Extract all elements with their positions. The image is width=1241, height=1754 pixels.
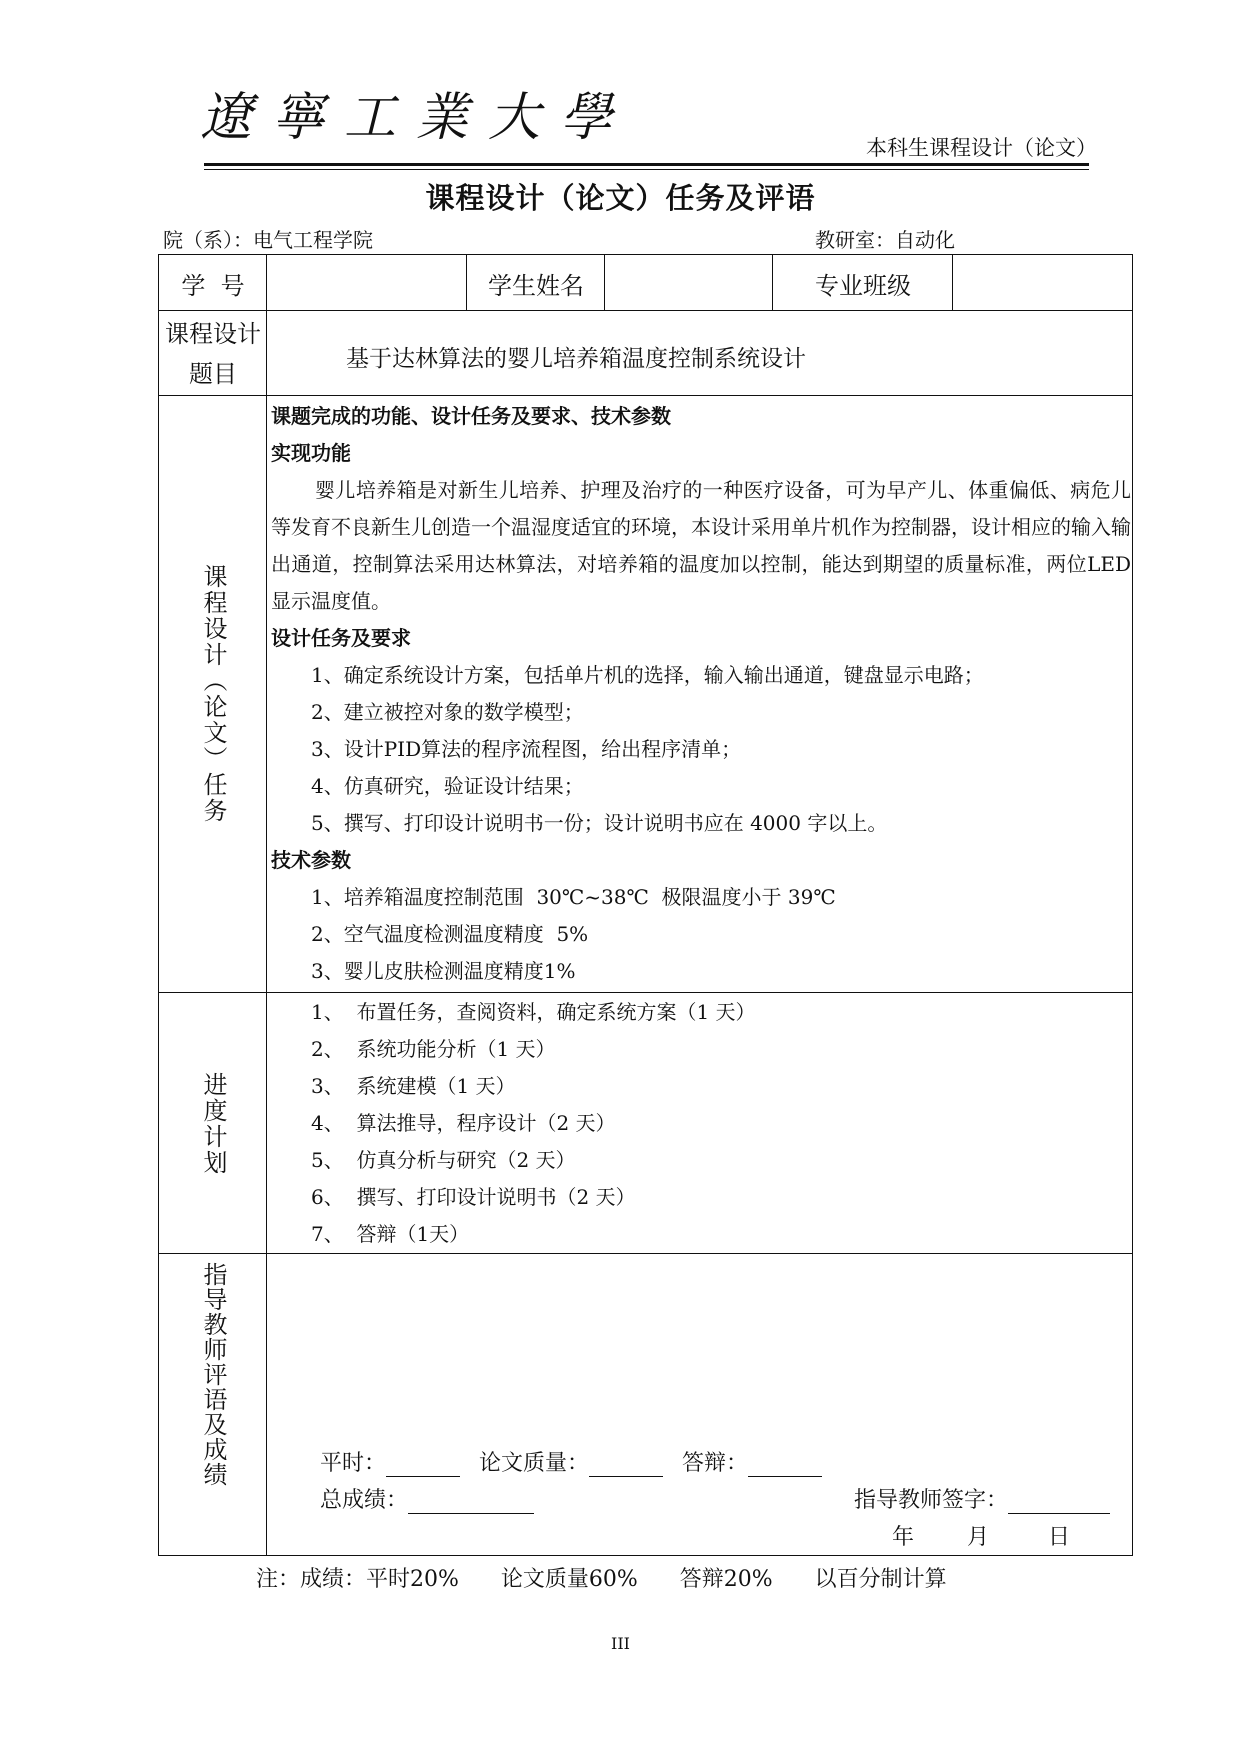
student-id-field[interactable] <box>268 256 466 310</box>
header-rule-thick <box>204 163 1089 166</box>
row-divider <box>158 310 1133 311</box>
date-month: 月 <box>967 1525 990 1550</box>
schedule-list <box>311 994 1111 1253</box>
university-logo: 遼寧工業大學 <box>200 88 633 148</box>
total-label: 总成绩： <box>320 1488 409 1513</box>
topic-label-line1: 课程设计 <box>165 320 261 348</box>
schedule-item: 6、 撰写、打印设计说明书（2 天） <box>311 1185 636 1209</box>
requirement-item: 1、确定系统设计方案，包括单片机的选择，输入输出通道，键盘显示电路； <box>311 663 984 687</box>
row-divider <box>158 1253 1133 1254</box>
schedule-item: 4、 算法推导，程序设计（2 天） <box>311 1111 616 1135</box>
requirement-item: 5、撰写、打印设计说明书一份；设计说明书应在 4000 字以上。 <box>311 811 888 835</box>
requirement-item: 2、建立被控对象的数学模型； <box>311 700 584 724</box>
param-item: 2、空气温度检测温度精度 5% <box>311 922 589 946</box>
date-day: 日 <box>1048 1525 1071 1550</box>
schedule-item: 5、 仿真分析与研究（2 天） <box>311 1148 576 1172</box>
form-title: 课程设计（论文）任务及评语 <box>425 181 816 215</box>
task-side-text: 课程设计（论文）任务 <box>199 564 227 824</box>
schedule-item: 1、 布置任务，查阅资料，确定系统方案（1 天） <box>311 1000 756 1024</box>
functions-text: 婴儿培养箱是对新生儿培养、护理及治疗的一种医疗设备，可为早产儿、体重偏低、病危儿等发育不良新生儿创造一个温湿度适宜的环境，本设计采用单片机作为控制器，设计相应的输入输出通道，控制算法采用达林算法，对培养箱的温度加以控制，能达到期望的质量标准，两位LED 显示温度值。 <box>271 478 1131 613</box>
requirement-item: 3、设计PID算法的程序流程图，给出程序清单； <box>311 737 742 761</box>
total-score-field[interactable] <box>408 1491 534 1514</box>
param-item: 1、培养箱温度控制范围 30℃~38℃ 极限温度小于 39℃ <box>311 885 836 909</box>
defense-score-field[interactable] <box>748 1454 822 1477</box>
signature-field[interactable] <box>1008 1491 1110 1514</box>
student-name-label: 学生姓名 <box>488 271 584 300</box>
column-divider <box>772 254 773 310</box>
class-label: 专业班级 <box>815 271 911 300</box>
defense-label: 答辩： <box>682 1451 749 1476</box>
grades-row <box>320 1446 822 1477</box>
regular-label: 平时： <box>320 1451 387 1476</box>
header-rule-thin <box>204 169 1089 170</box>
topic-value: 基于达林算法的婴儿培养箱温度控制系统设计 <box>346 346 806 372</box>
date-year: 年 <box>892 1525 915 1550</box>
topic-label-line2: 题目 <box>189 360 237 388</box>
department-label: 院（系）：电气工程学院 <box>163 228 373 252</box>
functions-heading: 实现功能 <box>271 441 351 465</box>
column-divider <box>266 254 267 1556</box>
quality-score-field[interactable] <box>589 1454 663 1477</box>
schedule-side-label <box>160 994 266 1253</box>
grading-note: 注：成绩：平时20% 论文质量60% 答辩20% 以百分制计算 <box>256 1567 947 1592</box>
topic-label <box>160 314 266 394</box>
schedule-item: 3、 系统建模（1 天） <box>311 1074 516 1098</box>
schedule-item: 7、 答辩（1天） <box>311 1222 470 1246</box>
row-divider <box>158 992 1133 993</box>
student-id-label: 学 号 <box>181 271 245 300</box>
task-side-label <box>160 396 266 992</box>
requirement-item: 4、仿真研究，验证设计结果； <box>311 774 584 798</box>
page-number: III <box>611 1634 630 1653</box>
task-heading: 课题完成的功能、设计任务及要求、技术参数 <box>271 404 671 428</box>
document-type: 本科生课程设计（论文） <box>866 136 1097 160</box>
task-content <box>271 398 1131 990</box>
row-divider <box>158 395 1133 396</box>
comments-side-text: 指导教师评语及成绩 <box>199 1262 227 1487</box>
params-heading: 技术参数 <box>271 848 351 872</box>
column-divider <box>952 254 953 310</box>
schedule-side-text: 进度计划 <box>199 1071 227 1176</box>
signature-label: 指导教师签字： <box>854 1488 1009 1513</box>
schedule-item: 2、 系统功能分析（1 天） <box>311 1037 556 1061</box>
student-name-field[interactable] <box>606 256 772 310</box>
requirements-heading: 设计任务及要求 <box>271 626 411 650</box>
quality-label: 论文质量： <box>479 1451 590 1476</box>
signature-row <box>854 1483 1110 1514</box>
total-row <box>320 1483 534 1514</box>
column-divider <box>466 254 467 310</box>
comments-side-label <box>160 1262 266 1502</box>
date-row <box>892 1520 1070 1551</box>
office-label: 教研室：自动化 <box>815 228 955 252</box>
regular-score-field[interactable] <box>386 1454 460 1477</box>
param-item: 3、婴儿皮肤检测温度精度1% <box>311 959 576 983</box>
class-field[interactable] <box>954 256 1132 310</box>
column-divider <box>604 254 605 310</box>
